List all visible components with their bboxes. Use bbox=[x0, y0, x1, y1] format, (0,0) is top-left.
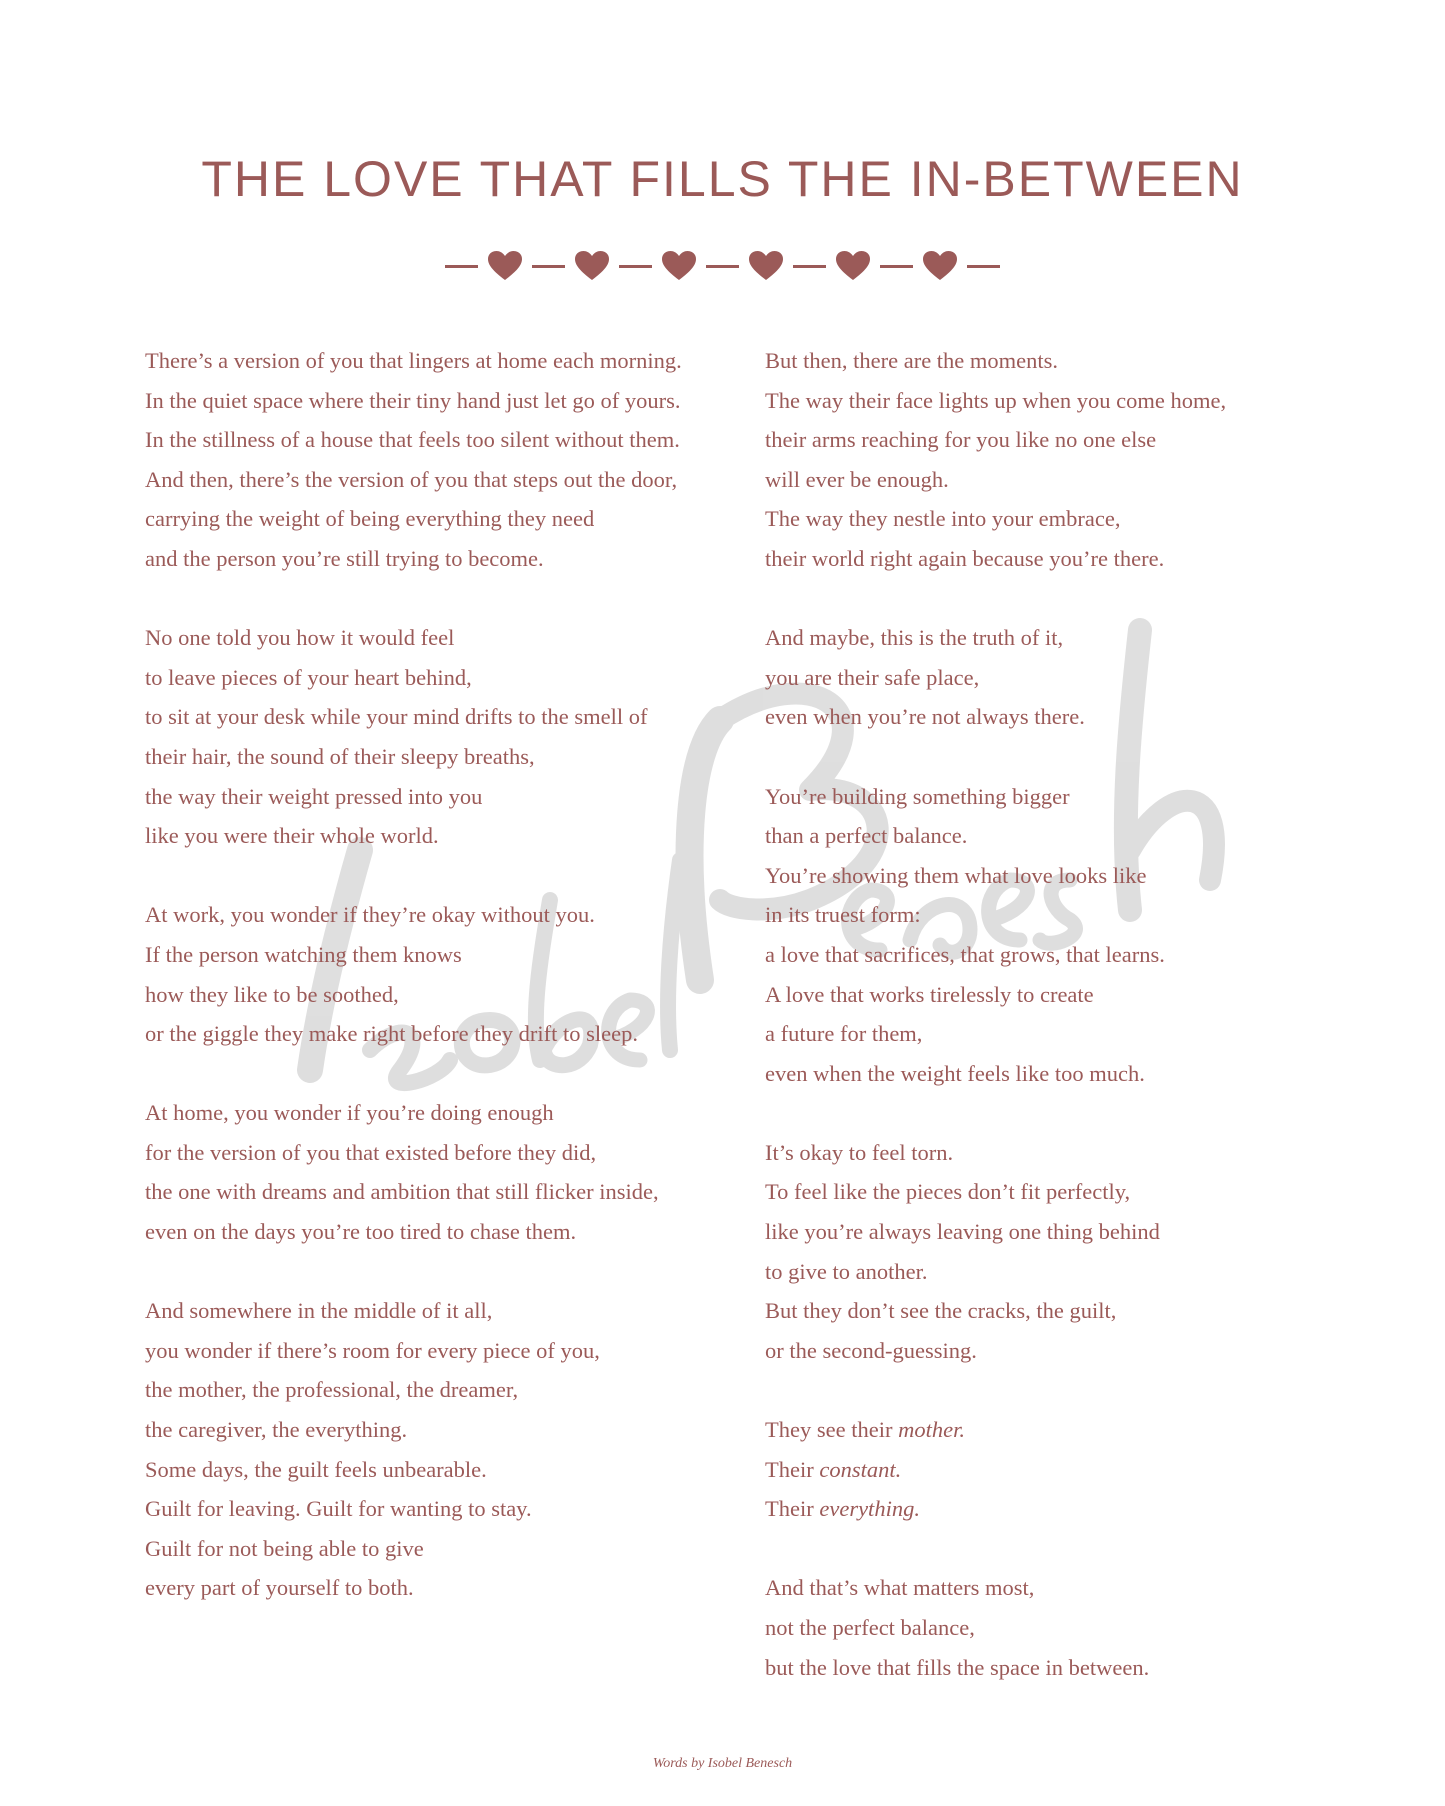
heart-icon bbox=[487, 250, 523, 282]
poem-line: how they like to be soothed, bbox=[145, 981, 399, 1007]
poem-line: Some days, the guilt feels unbearable. bbox=[145, 1456, 487, 1482]
poem-line: or the giggle they make right before they drift to sleep. bbox=[145, 1021, 638, 1047]
stanza bbox=[145, 341, 755, 579]
poem-line: the way their weight pressed into you bbox=[145, 783, 483, 809]
poem-line: But they don’t see the cracks, the guilt, bbox=[765, 1298, 1117, 1324]
poem-line: To feel like the pieces don’t fit perfectly, bbox=[765, 1179, 1131, 1205]
poem-line: It’s okay to feel torn. bbox=[765, 1139, 954, 1165]
poem-line: a love that sacrifices, that grows, that learns. bbox=[765, 941, 1165, 967]
poem-line: to sit at your desk while your mind drifts to the smell of bbox=[145, 704, 648, 730]
author-credit: Words by Isobel Benesch bbox=[652, 1756, 793, 1771]
poem-line: even when you’re not always there. bbox=[765, 704, 1085, 730]
poem-line bbox=[765, 1410, 1325, 1450]
line-text: Their bbox=[765, 1496, 820, 1522]
poem-line: you are their safe place, bbox=[765, 664, 980, 690]
stanza bbox=[765, 1133, 1325, 1371]
poem-line: The way they nestle into your embrace, bbox=[765, 506, 1121, 532]
stanza bbox=[145, 1093, 755, 1251]
emphasized-word: constant. bbox=[819, 1456, 902, 1482]
divider-dash bbox=[793, 265, 826, 268]
divider-dash bbox=[967, 265, 1000, 268]
divider-dash bbox=[619, 265, 652, 268]
stanza-closing bbox=[765, 1568, 1325, 1687]
poem-line bbox=[765, 1450, 1325, 1490]
poem-line: their world right again because you’re there. bbox=[765, 545, 1165, 571]
poem-line: to leave pieces of your heart behind, bbox=[145, 664, 472, 690]
poem-line: not the perfect balance, bbox=[765, 1615, 975, 1640]
poem-line: you wonder if there’s room for every piece of you, bbox=[145, 1337, 600, 1363]
poem-line: But then, there are the moments. bbox=[765, 348, 1059, 373]
stanza bbox=[765, 341, 1325, 579]
poem-line: No one told you how it would feel bbox=[145, 625, 455, 651]
stanza bbox=[765, 777, 1325, 1094]
divider-dash bbox=[445, 265, 478, 268]
poem-line: There’s a version of you that lingers at home each morning. bbox=[145, 348, 682, 373]
stanza bbox=[145, 895, 755, 1053]
divider-dash bbox=[706, 265, 739, 268]
heart-icon bbox=[748, 250, 784, 282]
stanza bbox=[765, 618, 1325, 737]
poem-line: And maybe, this is the truth of it, bbox=[765, 625, 1064, 651]
poem-line: You’re building something bigger bbox=[765, 783, 1070, 809]
heart-icon bbox=[922, 250, 958, 282]
stanza-emphasis bbox=[765, 1410, 1325, 1529]
heart-icon bbox=[574, 250, 610, 282]
poem-line: the mother, the professional, the dreamer, bbox=[145, 1377, 519, 1403]
line-text: They see their bbox=[765, 1417, 899, 1443]
poem-line: their hair, the sound of their sleepy breaths, bbox=[145, 743, 535, 769]
poem-line: than a perfect balance. bbox=[765, 823, 968, 849]
heart-icon bbox=[661, 250, 697, 282]
poem-right-column bbox=[765, 341, 1325, 1727]
poem-line: And then, there’s the version of you that steps out the door, bbox=[145, 466, 678, 492]
poem-line: like you were their whole world. bbox=[145, 823, 439, 849]
poem-line: And somewhere in the middle of it all, bbox=[145, 1298, 493, 1324]
poem-line: the caregiver, the everything. bbox=[145, 1417, 408, 1443]
poem-line: You’re showing them what love looks like bbox=[765, 862, 1147, 888]
poem-title: THE LOVE THAT FILLS THE IN-BETWEEN bbox=[201, 151, 1244, 207]
poem-line: At home, you wonder if you’re doing enough bbox=[145, 1100, 554, 1126]
poem-line: will ever be enough. bbox=[765, 466, 949, 492]
poem-line: Guilt for leaving. Guilt for wanting to stay. bbox=[145, 1496, 532, 1522]
emphasized-word: mother. bbox=[898, 1417, 965, 1443]
stanza bbox=[145, 1291, 755, 1608]
line-text: Their bbox=[765, 1456, 820, 1482]
poem-line: The way their face lights up when you come home, bbox=[765, 387, 1227, 413]
poem-line: And that’s what matters most, bbox=[765, 1575, 1035, 1601]
emphasized-word: everything. bbox=[819, 1496, 920, 1522]
poem-line: every part of yourself to both. bbox=[145, 1575, 414, 1601]
poem-line bbox=[765, 1489, 1325, 1529]
poem-left-column bbox=[145, 341, 755, 1648]
poem-line: like you’re always leaving one thing behind bbox=[765, 1219, 1160, 1245]
divider-dash bbox=[880, 265, 913, 268]
poem-line: If the person watching them knows bbox=[145, 941, 462, 967]
poem-line: In the quiet space where their tiny hand just let go of yours. bbox=[145, 387, 681, 413]
stanza bbox=[145, 618, 755, 856]
poem-line: even when the weight feels like too much. bbox=[765, 1060, 1145, 1086]
poem-line: but the love that fills the space in between. bbox=[765, 1654, 1150, 1680]
poem-line: carrying the weight of being everything they need bbox=[145, 506, 595, 532]
poem-line: in its truest form: bbox=[765, 902, 921, 928]
poem-line: to give to another. bbox=[765, 1258, 928, 1284]
poem-line: and the person you’re still trying to become. bbox=[145, 545, 544, 571]
poem-line: for the version of you that existed before they did, bbox=[145, 1139, 597, 1165]
poem-line: a future for them, bbox=[765, 1021, 923, 1047]
poem-line: even on the days you’re too tired to chase them. bbox=[145, 1219, 577, 1245]
poem-line: or the second-guessing. bbox=[765, 1337, 977, 1363]
poem-line: At work, you wonder if they’re okay without you. bbox=[145, 902, 595, 928]
poem-line: A love that works tirelessly to create bbox=[765, 981, 1094, 1007]
poem-line: Guilt for not being able to give bbox=[145, 1535, 424, 1561]
poem-line: their arms reaching for you like no one else bbox=[765, 427, 1157, 453]
heart-divider bbox=[0, 250, 1445, 282]
poem-line: In the stillness of a house that feels too silent without them. bbox=[145, 427, 680, 453]
poem-line: the one with dreams and ambition that still flicker inside, bbox=[145, 1179, 659, 1205]
heart-icon bbox=[835, 250, 871, 282]
divider-dash bbox=[532, 265, 565, 268]
